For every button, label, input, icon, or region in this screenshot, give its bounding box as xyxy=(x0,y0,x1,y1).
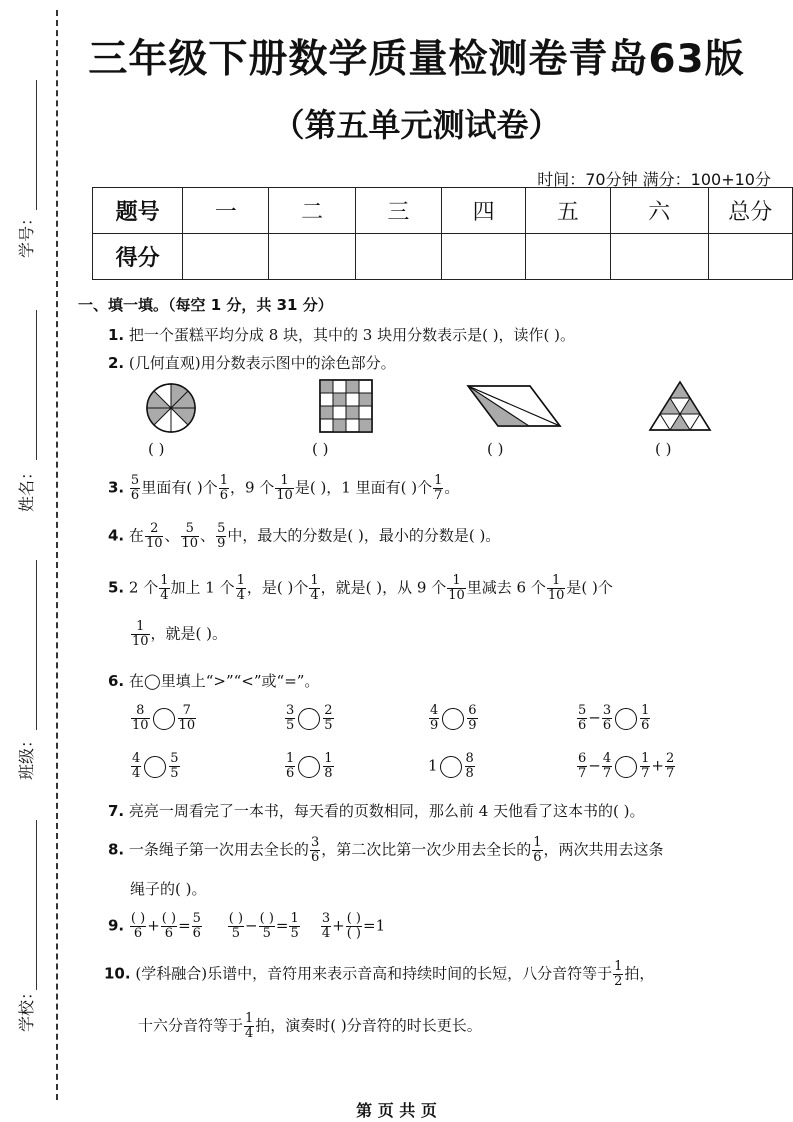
question-text: 一条绳子第一次用去全长的 xyxy=(128,840,309,859)
question-text: 是( )个 xyxy=(566,578,613,597)
question-number: 3. xyxy=(108,478,125,497)
fraction: $\frac{7}{10}$ xyxy=(178,703,196,733)
question-text: 里面有( )个 xyxy=(141,478,218,497)
fraction: $\frac{4}{4}$ xyxy=(132,751,141,781)
question-5-cont xyxy=(130,620,227,649)
question-text: 十六分音符等于 xyxy=(138,1016,244,1035)
question-text: ，第二次比第一次少用去全长的 xyxy=(321,840,532,859)
fraction-blank[interactable]: $\frac{( )}{5}$ xyxy=(228,911,244,941)
question-3 xyxy=(108,474,459,503)
compare-item xyxy=(130,752,181,781)
compare-item: $\frac{5}{6}$ − $\frac{3}{6}$ $\frac{1}{6}$ xyxy=(578,703,650,733)
compare-circle[interactable] xyxy=(442,708,464,730)
header-cell: 三 xyxy=(355,188,441,234)
fraction: $\frac{8}{10}$ xyxy=(132,703,149,733)
compare-item: $\frac{6}{7}$ − $\frac{4}{7}$ $\frac{1}{7}$ + $\frac{2}{7}$ xyxy=(578,751,675,781)
fraction: $\frac{1}{4}$ xyxy=(160,573,169,603)
question-number: 6. xyxy=(108,672,125,690)
fraction: $\frac{1}{4}$ xyxy=(310,573,319,603)
question-10 xyxy=(104,960,654,989)
fraction: $\frac{1}{10}$ xyxy=(547,573,565,603)
fraction: $\frac{1}{8}$ xyxy=(324,751,333,781)
section-heading: 一、填一填。（每空 1 分，共 31 分） xyxy=(78,296,333,314)
grid-figure xyxy=(320,380,372,432)
question-2 xyxy=(108,352,396,373)
header-cell: 题号 xyxy=(93,188,183,234)
separator: 、 xyxy=(164,526,180,545)
compare-circle[interactable] xyxy=(615,708,637,730)
score-cell[interactable] xyxy=(355,234,441,280)
fraction: $\frac{1}{7}$ xyxy=(641,751,650,781)
name-label: 姓名： xyxy=(17,463,36,512)
fraction: $\frac{4}{9}$ xyxy=(430,703,439,733)
header-cell: 五 xyxy=(526,188,610,234)
question-text: 2 个 xyxy=(128,578,159,597)
fraction-blank[interactable]: $\frac{( )}{6}$ xyxy=(161,911,177,941)
question-8-cont: 绳子的( )。 xyxy=(130,880,207,898)
question-9: 9. $\frac{( )}{6}$ + $\frac{( )}{6}$ = $\frac{5}{6}$ $\frac{( )}{5}$ − $\frac{( )}{5}$ = $\frac{1}{5}$ $\frac{3}{4}$ + $\frac{( )}{( )}$ =1 xyxy=(108,911,386,941)
question-text: 把一个蛋糕平均分成 8 块，其中的 3 块用分数表示是( )，读作( )。 xyxy=(128,326,576,344)
fraction: $\frac{1}{4}$ xyxy=(245,1011,254,1041)
question-number: 10. xyxy=(104,964,131,983)
question-text: 里减去 6 个 xyxy=(466,578,546,597)
page-footer: 第 页 共 页 xyxy=(356,1101,437,1120)
student-no-label: 学号： xyxy=(17,209,36,258)
question-text: ，就是( )。 xyxy=(150,624,228,643)
separator: 、 xyxy=(200,526,216,545)
fraction: $\frac{5}{10}$ xyxy=(181,521,199,551)
q2-blank-4[interactable]: ( ) xyxy=(655,440,672,458)
fraction: $\frac{2}{10}$ xyxy=(145,521,163,551)
compare-circle[interactable] xyxy=(440,756,462,778)
fraction: $\frac{6}{9}$ xyxy=(468,703,477,733)
time-info: 时间：70分钟 满分：100+10分 xyxy=(537,170,771,189)
fraction: $\frac{1}{10}$ xyxy=(132,619,149,649)
compare-circle[interactable] xyxy=(298,708,320,730)
fraction: $\frac{5}{9}$ xyxy=(217,521,226,551)
score-row xyxy=(93,234,793,280)
question-text: 亮亮一周看完了一本书，每天看的页数相同，那么前 4 天他看了这本书的( )。 xyxy=(128,802,645,820)
fraction: $\frac{3}{5}$ xyxy=(286,703,295,733)
question-text: 拍，演奏时( )分音符的时长更长。 xyxy=(255,1016,482,1035)
q2-figures xyxy=(140,378,760,438)
score-cell[interactable] xyxy=(441,234,525,280)
fraction: $\frac{1}{10}$ xyxy=(276,473,293,503)
header-cell: 四 xyxy=(441,188,525,234)
fraction: $\frac{1}{6}$ xyxy=(286,751,295,781)
fraction: $\frac{6}{7}$ xyxy=(578,751,587,781)
question-10-cont xyxy=(138,1012,482,1041)
fraction: $\frac{5}{6}$ xyxy=(192,911,201,941)
fraction: $\frac{2}{7}$ xyxy=(666,751,675,781)
triangle-figure xyxy=(650,382,710,430)
fraction: $\frac{5}{6}$ xyxy=(578,703,587,733)
header-cell: 二 xyxy=(269,188,355,234)
question-number: 7. xyxy=(108,802,125,820)
fraction-blank[interactable]: $\frac{( )}{( )}$ xyxy=(346,911,361,941)
question-8 xyxy=(108,836,664,865)
header-cell: 六 xyxy=(610,188,708,234)
compare-circle[interactable] xyxy=(153,708,175,730)
score-cell[interactable] xyxy=(183,234,269,280)
fraction-blank[interactable]: $\frac{( )}{5}$ xyxy=(259,911,274,941)
fraction: $\frac{5}{5}$ xyxy=(170,751,179,781)
score-cell[interactable] xyxy=(526,234,610,280)
question-number: 4. xyxy=(108,526,125,545)
fraction: $\frac{1}{6}$ xyxy=(533,835,542,865)
q2-blank-3[interactable]: ( ) xyxy=(487,440,504,458)
question-text: 在◯里填上“>”“<”或“=”。 xyxy=(128,672,320,690)
name-line xyxy=(36,310,37,460)
school-line xyxy=(36,820,37,990)
class-line xyxy=(36,560,37,730)
page-subtitle: （第五单元测试卷） xyxy=(272,106,561,144)
fraction-blank[interactable]: $\frac{( )}{6}$ xyxy=(130,911,146,941)
question-1 xyxy=(108,324,575,345)
question-7 xyxy=(108,800,644,821)
fraction: $\frac{1}{6}$ xyxy=(219,473,228,503)
question-text: (几何直观)用分数表示图中的涂色部分。 xyxy=(128,354,396,372)
question-text: 在 xyxy=(128,526,144,545)
fraction: $\frac{1}{10}$ xyxy=(448,573,465,603)
compare-circle[interactable] xyxy=(615,756,637,778)
q2-blank-2[interactable]: ( ) xyxy=(312,440,329,458)
question-number: 9. xyxy=(108,916,125,935)
question-text: (学科融合)乐谱中，音符用来表示音高和持续时间的长短，八分音符等于 xyxy=(135,964,613,983)
question-text: ，9 个 xyxy=(229,478,275,497)
score-row-label: 得分 xyxy=(93,234,183,280)
fraction: $\frac{1}{2}$ xyxy=(614,959,623,989)
compare-item xyxy=(284,752,335,781)
fraction: $\frac{4}{7}$ xyxy=(602,751,612,781)
compare-item xyxy=(284,704,335,733)
question-text: 中，最大的分数是( )，最小的分数是( )。 xyxy=(227,526,501,545)
fraction: $\frac{8}{8}$ xyxy=(465,751,474,781)
binding-dashed-line xyxy=(56,10,58,1100)
question-number: 1. xyxy=(108,326,125,344)
score-cell[interactable] xyxy=(610,234,708,280)
header-cell: 总分 xyxy=(708,188,792,234)
question-text: 。 xyxy=(444,478,460,497)
question-number: 2. xyxy=(108,354,125,372)
q2-blank-1[interactable]: ( ) xyxy=(148,440,165,458)
question-4 xyxy=(108,522,500,551)
fraction: $\frac{3}{4}$ xyxy=(321,911,331,941)
question-text: ，两次共用去这条 xyxy=(543,840,664,859)
question-text: ，就是( )，从 9 个 xyxy=(320,578,447,597)
fraction: $\frac{1}{5}$ xyxy=(290,911,299,941)
page-title: 三年级下册数学质量检测卷青岛63版 xyxy=(88,37,745,82)
score-cell[interactable] xyxy=(269,234,355,280)
question-text: ，是( )个 xyxy=(246,578,309,597)
score-cell[interactable] xyxy=(708,234,792,280)
fraction: $\frac{5}{6}$ xyxy=(130,473,140,503)
fraction: $\frac{3}{6}$ xyxy=(310,835,320,865)
circle-figure xyxy=(147,384,195,432)
compare-circle[interactable] xyxy=(298,756,320,778)
score-table xyxy=(92,187,793,280)
compare-item xyxy=(428,704,479,733)
compare-circle[interactable] xyxy=(144,756,166,778)
fraction: $\frac{2}{5}$ xyxy=(324,703,333,733)
class-label: 班级： xyxy=(17,731,36,780)
header-cell: 一 xyxy=(183,188,269,234)
fraction: $\frac{1}{6}$ xyxy=(641,703,650,733)
compare-item xyxy=(130,704,197,733)
question-number: 8. xyxy=(108,840,125,859)
question-text: 加上 1 个 xyxy=(170,578,235,597)
question-text: 是( )，1 里面有( )个 xyxy=(294,478,433,497)
question-6 xyxy=(108,670,319,691)
question-number: 5. xyxy=(108,578,125,597)
compare-item: 1 $\frac{8}{8}$ xyxy=(428,751,474,781)
fraction: $\frac{3}{6}$ xyxy=(602,703,612,733)
fraction: $\frac{1}{4}$ xyxy=(236,573,245,603)
score-header-row xyxy=(93,188,793,234)
question-text: 拍， xyxy=(624,964,655,983)
fraction: $\frac{1}{7}$ xyxy=(434,473,443,503)
school-label: 学校： xyxy=(17,983,36,1032)
question-5 xyxy=(108,574,613,603)
parallelogram-figure xyxy=(468,386,560,426)
